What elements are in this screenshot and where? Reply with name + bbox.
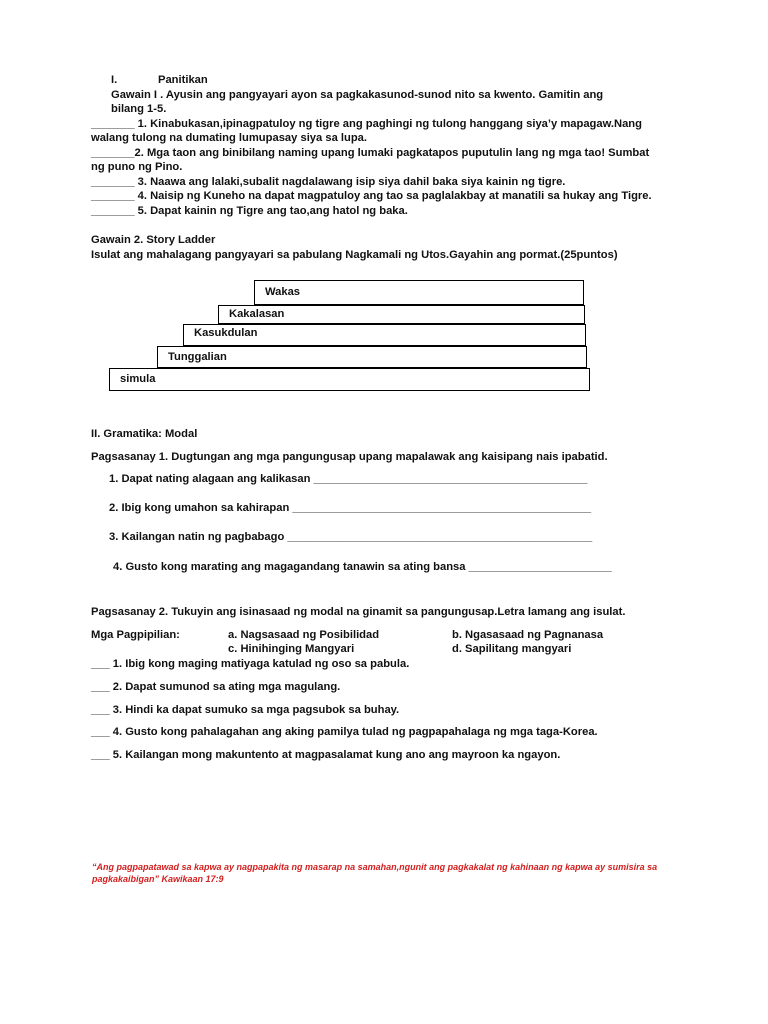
list-item: walang tulong na dumating lumupasay siya sa lupa. [91, 132, 368, 144]
ladder-step-simula [109, 368, 590, 391]
list-item: ___ 1. Ibig kong maging matiyaga katulad ng oso sa pabula. [91, 658, 410, 670]
list-item: _______ 1. Kinabukasan,ipinagpatuloy ng tigre ang paghingi ng tulong hanggang siya’y mapagaw.Nang [91, 118, 642, 130]
ladder-label: simula [120, 373, 156, 385]
gawain2-title: Gawain 2. Story Ladder [91, 234, 216, 246]
list-item: 2. Ibig kong umahon sa kahirapan ________________________________________________ [109, 502, 592, 514]
pagsasanay1-instruction: Pagsasanay 1. Dugtungan ang mga pangungusap upang mapalawak ang kaisipang nais ipabatid. [91, 451, 608, 463]
list-item: _______ 4. Naisip ng Kuneho na dapat magpatuloy ang tao sa paglalakbay at manatili sa hukay ang Tigre. [91, 190, 652, 202]
proverb-quote: “Ang pagpapatawad sa kapwa ay nagpapakita ng masarap na samahan,ngunit ang pagkakalat ng kahinaan ng kapwa ay sumisira sa pagkakaibigan” Kawikaan 17:9 [92, 862, 658, 884]
ladder-label: Kasukdulan [194, 327, 258, 339]
choices-label: Mga Pagpipilian: [91, 629, 180, 641]
list-item: ___ 2. Dapat sumunod sa ating mga magulang. [91, 681, 341, 693]
list-item: ng puno ng Pino. [91, 161, 183, 173]
list-item: 4. Gusto kong marating ang magagandang tanawin sa ating bansa _______________________ [113, 561, 612, 573]
section-title: Panitikan [158, 74, 208, 86]
ladder-step-kakalasan [218, 305, 585, 324]
choice-b: b. Ngasasaad ng Pagnanasa [452, 629, 604, 641]
list-item: 3. Kailangan natin ng pagbabago _________________________________________________ [109, 531, 593, 543]
list-item: ___ 3. Hindi ka dapat sumuko sa mga pagsubok sa buhay. [91, 704, 400, 716]
pagsasanay2-instruction: Pagsasanay 2. Tukuyin ang isinasaad ng modal na ginamit sa pangungusap.Letra lamang ang isulat. [91, 606, 626, 618]
section2-title: II. Gramatika: Modal [91, 428, 198, 440]
ladder-label: Kakalasan [229, 308, 285, 320]
list-item: ___ 5. Kailangan mong makuntento at magpasalamat kung ano ang mayroon ka ngayon. [91, 749, 561, 761]
list-item: _______2. Mga taon ang binibilang naming upang lumaki pagkatapos puputulin lang ng mga tao! Sumbat [91, 147, 650, 159]
ladder-label: Wakas [265, 286, 301, 298]
list-item: 1. Dapat nating alagaan ang kalikasan ____________________________________________ [109, 473, 588, 485]
ladder-step-wakas [254, 280, 584, 305]
list-item: _______ 5. Dapat kainin ng Tigre ang tao,ang hatol ng baka. [91, 205, 408, 217]
ladder-step-tunggalian [157, 346, 587, 368]
choice-d: d. Sapilitang mangyari [452, 643, 572, 655]
ladder-step-kasukdulan [183, 324, 586, 346]
gawain2-instruction: Isulat ang mahalagang pangyayari sa pabulang Nagkamali ng Utos.Gayahin ang pormat.(25puntos) [91, 249, 618, 261]
section-numeral: I. [111, 74, 118, 86]
gawain1-instruction: Gawain I . Ayusin ang pangyayari ayon sa pagkakasunod-sunod nito sa kwento. Gamitin ang [111, 89, 604, 101]
ladder-label: Tunggalian [168, 351, 227, 363]
gawain1-instruction-cont: bilang 1-5. [111, 103, 167, 115]
list-item: _______ 3. Naawa ang lalaki,subalit nagdalawang isip siya dahil baka siya kainin ng tigre. [91, 176, 566, 188]
choice-a: a. Nagsasaad ng Posibilidad [228, 629, 380, 641]
list-item: ___ 4. Gusto kong pahalagahan ang aking pamilya tulad ng pagpapahalaga ng mga taga-Korea. [91, 726, 598, 738]
choice-c: c. Hinihinging Mangyari [228, 643, 355, 655]
